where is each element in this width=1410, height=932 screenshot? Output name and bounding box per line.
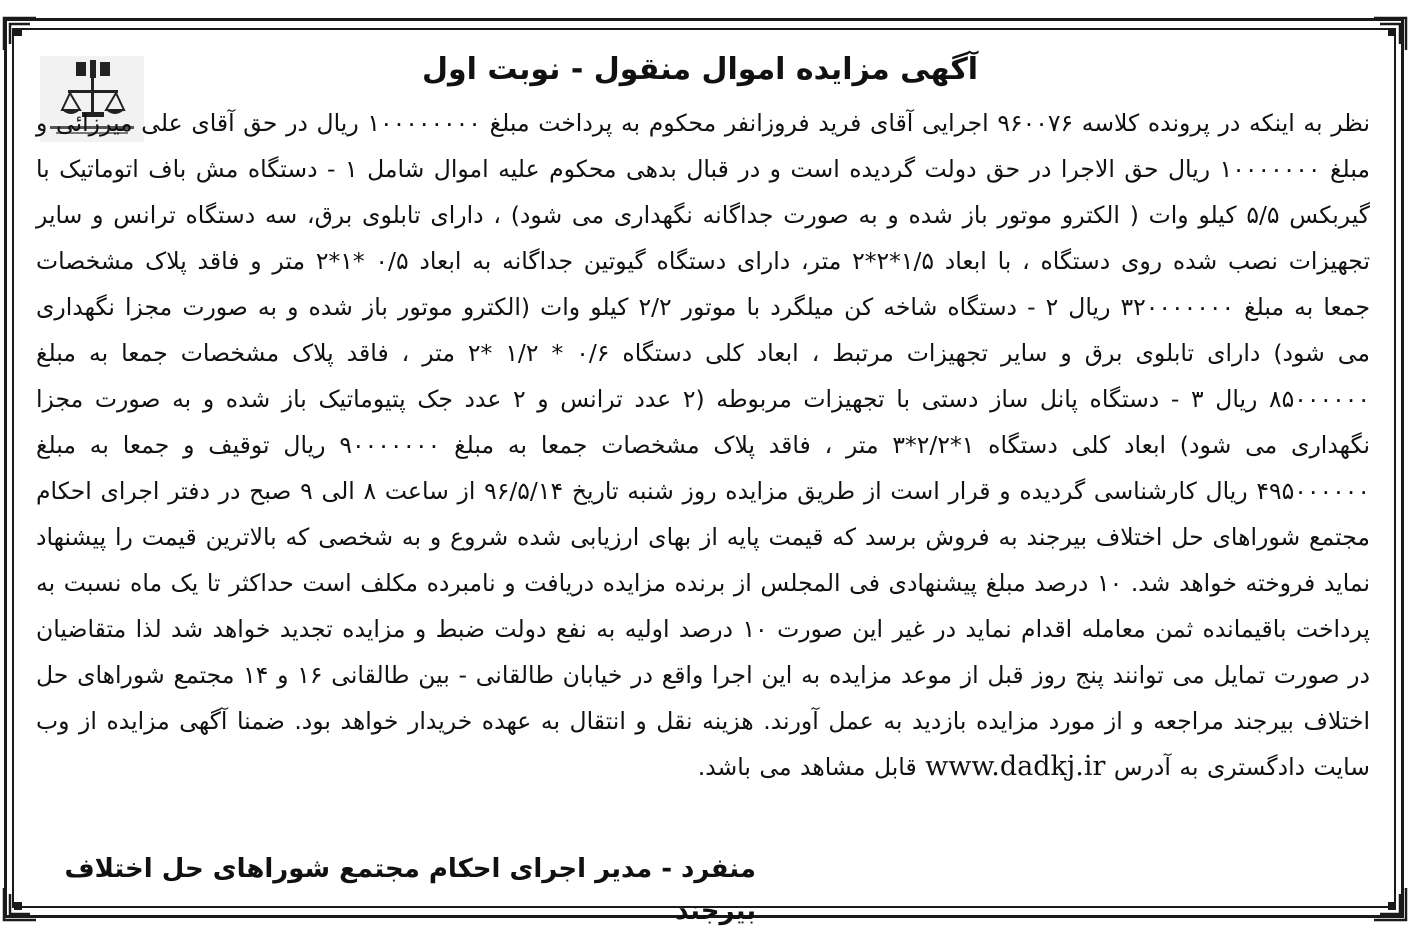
notice-body — [36, 100, 1370, 850]
signature: منفرد - مدیر اجرای احکام مجتمع شوراهای حل اختلاف بیرجند — [64, 854, 756, 926]
corner-ornament-icon — [0, 14, 40, 54]
notice-title: آگهی مزایده اموال منقول - نوبت اول — [421, 52, 979, 87]
corner-ornament-icon — [1370, 884, 1410, 924]
website-link[interactable]: www.dadkj.ir — [925, 751, 1106, 782]
notice-body-text: نظر به اینکه در پرونده کلاسه ۹۶۰۰۷۶ اجرایی آقای فرید فروزانفر محکوم به پرداخت مبلغ ۱۰۰۰۰۰۰۰۰ ریال در حق آقای علی میرزائی و مبلغ ۱۰۰۰۰۰۰۰ ریال حق الاجرا در حق دولت گردیده است و در قبال بدهی محکوم علیه اموال شامل ۱ - دستگاه مش باف اتوماتیک با گیربکس ۵/۵ کیلو وات ( الکترو موتور باز شده و به صورت جداگانه نگهداری می شود) ، دارای تابلوی برق، سه دستگاه ترانس و سایر تجهیزات نصب شده روی دستگاه ، با ابعاد ۱/۵*۲*۲ متر، دارای دستگاه گیوتین جداگانه به ابعاد ۰/۵ *۱*۲ متر و فاقد پلاک مشخصات جمعا به مبلغ ۳۲۰۰۰۰۰۰۰ ریال ۲ - دستگاه شاخه کن میلگرد با موتور ۲/۲ کیلو وات (الکترو موتور باز شده و به صورت مجزا نگهداری می شود) دارای تابلوی برق و سایر تجهیزات مرتبط ، ابعاد کلی دستگاه ۰/۶ * ۱/۲ *۲ متر ، فاقد پلاک مشخصات جمعا به مبلغ ۸۵۰۰۰۰۰۰ ریال ۳ - دستگاه پانل ساز دستی با تجهیزات مربوطه (۲ عدد ترانس و ۲ عدد جک پتیوماتیک باز شده و به صورت مجزا نگهداری می شود) ابعاد کلی دستگاه ۱*۲/۲*۳ متر ، فاقد پلاک مشخصات جمعا به مبلغ ۹۰۰۰۰۰۰۰ ریال توقیف و جمعا به مبلغ ۴۹۵۰۰۰۰۰۰ ریال کارشناسی گردیده و قرار است از طریق مزایده روز شنبه تاریخ ۹۶/۵/۱۴ از ساعت ۸ الی ۹ صبح در دفتر اجرای احکام مجتمع شوراهای حل اختلاف بیرجند به فروش برسد که قیمت پایه از بهای ارزیابی شده شروع و به شخصی که بالاترین قیمت را پیشنهاد نماید فروخته خواهد شد. ۱۰ درصد مبلغ پیشنهادی فی المجلس از برنده مزایده دریافت و نامبرده مکلف است حداکثر تا یک ماه نسبت به پرداخت باقیمانده ثمن معامله اقدام نماید در غیر این صورت ۱۰ درصد اولیه به نفع دولت ضبط و مزایده تجدید خواهد شد لذا متقاضیان در صورت تمایل می توانند پنج روز قبل از موعد مزایده به این اجرا واقع در خیابان طالقانی - بین طالقانی ۱۶ و ۱۴ مجتمع شوراهای حل اختلاف بیرجند مراجعه و از مورد مزایده بازدید به عمل آورند. هزینه نقل و انتقال به عهده خریدار خواهد بود. ضمنا آگهی مزایده از وب سایت دادگستری به آدرس — [36, 109, 1371, 781]
corner-ornament-icon — [1370, 14, 1410, 54]
notice-body-ending: قابل مشاهد می باشد. — [697, 753, 917, 781]
corner-ornament-icon — [0, 884, 40, 924]
